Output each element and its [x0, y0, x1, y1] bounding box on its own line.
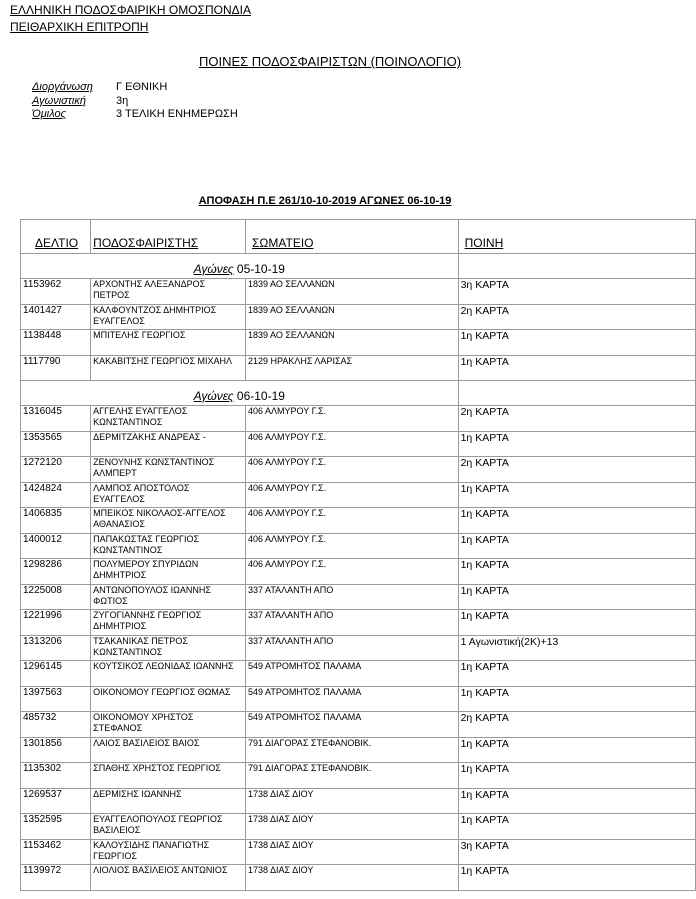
- card-number: 1135302: [21, 763, 91, 789]
- player-name: ΛΙΟΛΙΟΣ ΒΑΣΙΛΕΙΟΣ ΑΝΤΩΝΙΟΣ: [91, 865, 246, 891]
- player-name: ΚΑΛΦΟΥΝΤΖΟΣ ΔΗΜΗΤΡΙΟΣ ΕΥΑΓΓΕΛΟΣ: [91, 304, 246, 330]
- table-row: [21, 330, 696, 356]
- meta-label: Διοργάνωση: [32, 81, 93, 93]
- penalty: 1η ΚΑΡΤΑ: [458, 788, 695, 814]
- table-row: [21, 533, 696, 559]
- section-header: [21, 381, 696, 406]
- col-header-club: ΣΩΜΑΤΕΙΟ: [245, 220, 458, 254]
- card-number: 1352595: [21, 814, 91, 840]
- federation-name: ΕΛΛΗΝΙΚΗ ΠΟΔΟΣΦΑΙΡΙΚΗ ΟΜΟΣΠΟΝΔΙΑ: [10, 3, 251, 17]
- table-row: [21, 559, 696, 585]
- player-name: ΑΝΤΩΝΟΠΟΥΛΟΣ ΙΩΑΝΝΗΣ ΦΩΤΙΟΣ: [91, 584, 246, 610]
- player-name: ΑΓΓΕΛΗΣ ΕΥΑΓΓΕΛΟΣ ΚΩΝΣΤΑΝΤΙΝΟΣ: [91, 406, 246, 432]
- club-name: 791 ΔΙΑΓΟΡΑΣ ΣΤΕΦΑΝΟΒΙΚ.: [245, 763, 458, 789]
- player-name: ΜΠΙΤΕΛΗΣ ΓΕΩΡΓΙΟΣ: [91, 330, 246, 356]
- penalties-table: [20, 219, 696, 891]
- penalty: 1η ΚΑΡΤΑ: [458, 686, 695, 712]
- table-row: [21, 508, 696, 534]
- player-name: ΔΕΡΜΙΤΖΑΚΗΣ ΑΝΔΡΕΑΣ -: [91, 431, 246, 457]
- section-date-cell: [21, 381, 459, 406]
- penalty: 2η ΚΑΡΤΑ: [458, 304, 695, 330]
- penalty: 3η ΚΑΡΤΑ: [458, 839, 695, 865]
- card-number: 1424824: [21, 482, 91, 508]
- club-name: 406 ΑΛΜΥΡΟΥ Γ.Σ.: [245, 533, 458, 559]
- penalty: 1η ΚΑΡΤΑ: [458, 508, 695, 534]
- meta-label: Όμιλος: [32, 108, 66, 120]
- player-name: ΑΡΧΟΝΤΗΣ ΑΛΕΞΑΝΔΡΟΣ ΠΕΤΡΟΣ: [91, 279, 246, 305]
- table-row: [21, 865, 696, 891]
- card-number: 1269537: [21, 788, 91, 814]
- table-row: [21, 279, 696, 305]
- table-header: [21, 220, 696, 254]
- club-name: 406 ΑΛΜΥΡΟΥ Γ.Σ.: [245, 559, 458, 585]
- card-number: 1139972: [21, 865, 91, 891]
- penalty: 1η ΚΑΡΤΑ: [458, 431, 695, 457]
- card-number: 1353565: [21, 431, 91, 457]
- table-row: [21, 355, 696, 381]
- club-name: 337 ΑΤΑΛΑΝΤΗ ΑΠΟ: [245, 610, 458, 636]
- penalty: 1η ΚΑΡΤΑ: [458, 661, 695, 687]
- table-row: [21, 610, 696, 636]
- card-number: 1313206: [21, 635, 91, 661]
- player-name: ΛΑΙΟΣ ΒΑΣΙΛΕΙΟΣ ΒΑΙΟΣ: [91, 737, 246, 763]
- table-row: [21, 737, 696, 763]
- section-header: [21, 254, 696, 279]
- penalty: 1η ΚΑΡΤΑ: [458, 482, 695, 508]
- table-body: [21, 254, 696, 891]
- section-empty-cell: [458, 381, 695, 406]
- club-name: 1738 ΔΙΑΣ ΔΙΟΥ: [245, 788, 458, 814]
- table-row: [21, 482, 696, 508]
- penalty: 1η ΚΑΡΤΑ: [458, 559, 695, 585]
- player-name: ΤΣΑΚΑΝΙΚΑΣ ΠΕΤΡΟΣ ΚΩΝΣΤΑΝΤΙΝΟΣ: [91, 635, 246, 661]
- player-name: ΖΕΝΟΥΝΗΣ ΚΩΝΣΤΑΝΤΙΝΟΣ ΑΛΜΠΕΡΤ: [91, 457, 246, 483]
- section-date: 06-10-19: [236, 389, 285, 403]
- section-date-cell: [21, 254, 459, 279]
- club-name: 549 ΑΤΡΟΜΗΤΟΣ ΠΑΛΑΜΑ: [245, 712, 458, 738]
- card-number: 1153962: [21, 279, 91, 305]
- penalty: 1η ΚΑΡΤΑ: [458, 737, 695, 763]
- card-number: 1221996: [21, 610, 91, 636]
- table-row: [21, 457, 696, 483]
- club-name: 337 ΑΤΑΛΑΝΤΗ ΑΠΟ: [245, 635, 458, 661]
- table-row: [21, 431, 696, 457]
- card-number: 1296145: [21, 661, 91, 687]
- player-name: ΣΠΑΘΗΣ ΧΡΗΣΤΟΣ ΓΕΩΡΓΙΟΣ: [91, 763, 246, 789]
- card-number: 1298286: [21, 559, 91, 585]
- col-header-player: ΠΟΔΟΣΦΑΙΡΙΣΤΗΣ: [91, 220, 246, 254]
- penalty: 1η ΚΑΡΤΑ: [458, 610, 695, 636]
- player-name: ΠΟΛΥΜΕΡΟΥ ΣΠΥΡΙΔΩΝ ΔΗΜΗΤΡΙΟΣ: [91, 559, 246, 585]
- club-name: 1839 ΑΟ ΣΕΛΛΑΝΩΝ: [245, 279, 458, 305]
- card-number: 1225008: [21, 584, 91, 610]
- player-name: ΚΑΛΟΥΣΙΔΗΣ ΠΑΝΑΓΙΩΤΗΣ ΓΕΩΡΓΙΟΣ: [91, 839, 246, 865]
- table-row: [21, 788, 696, 814]
- page-title: ΠΟΙΝΕΣ ΠΟΔΟΣΦΑΙΡΙΣΤΩΝ (ΠΟΙΝΟΛΟΓΙΟ): [198, 54, 462, 69]
- club-name: 549 ΑΤΡΟΜΗΤΟΣ ΠΑΛΑΜΑ: [245, 686, 458, 712]
- penalty: 3η ΚΑΡΤΑ: [458, 279, 695, 305]
- club-name: 791 ΔΙΑΓΟΡΑΣ ΣΤΕΦΑΝΟΒΙΚ.: [245, 737, 458, 763]
- club-name: 406 ΑΛΜΥΡΟΥ Γ.Σ.: [245, 457, 458, 483]
- table-row: [21, 635, 696, 661]
- club-name: 549 ΑΤΡΟΜΗΤΟΣ ΠΑΛΑΜΑ: [245, 661, 458, 687]
- player-name: ΚΟΥΤΣΙΚΟΣ ΛΕΩΝΙΔΑΣ ΙΩΑΝΝΗΣ: [91, 661, 246, 687]
- club-name: 1839 ΑΟ ΣΕΛΛΑΝΩΝ: [245, 330, 458, 356]
- section-label: Αγώνες: [193, 262, 234, 276]
- card-number: 1153462: [21, 839, 91, 865]
- player-name: ΛΑΜΠΟΣ ΑΠΟΣΤΟΛΟΣ ΕΥΑΓΓΕΛΟΣ: [91, 482, 246, 508]
- penalty: 1η ΚΑΡΤΑ: [458, 763, 695, 789]
- card-number: 1272120: [21, 457, 91, 483]
- table-row: [21, 814, 696, 840]
- section-label: Αγώνες: [193, 389, 234, 403]
- card-number: 1138448: [21, 330, 91, 356]
- club-name: 406 ΑΛΜΥΡΟΥ Γ.Σ.: [245, 431, 458, 457]
- penalty: 1η ΚΑΡΤΑ: [458, 865, 695, 891]
- card-number: 1117790: [21, 355, 91, 381]
- penalty: 2η ΚΑΡΤΑ: [458, 712, 695, 738]
- card-number: 1301856: [21, 737, 91, 763]
- penalty: 1η ΚΑΡΤΑ: [458, 355, 695, 381]
- club-name: 1839 ΑΟ ΣΕΛΛΑΝΩΝ: [245, 304, 458, 330]
- penalty: 1η ΚΑΡΤΑ: [458, 330, 695, 356]
- committee-name: ΠΕΙΘΑΡΧΙΚΗ ΕΠΙΤΡΟΠΗ: [10, 20, 149, 34]
- penalty: 1 Αγωνιστική(2Κ)+13: [458, 635, 695, 661]
- player-name: ΔΕΡΜΙΣΗΣ ΙΩΑΝΝΗΣ: [91, 788, 246, 814]
- penalty: 2η ΚΑΡΤΑ: [458, 406, 695, 432]
- section-date: 05-10-19: [236, 262, 285, 276]
- table-row: [21, 763, 696, 789]
- player-name: ΜΠΕΙΚΟΣ ΝΙΚΟΛΑΟΣ-ΑΓΓΕΛΟΣ ΑΘΑΝΑΣΙΟΣ: [91, 508, 246, 534]
- meta-label: Αγωνιστική: [32, 95, 86, 107]
- card-number: 1316045: [21, 406, 91, 432]
- player-name: ΠΑΠΑΚΩΣΤΑΣ ΓΕΩΡΓΙΟΣ ΚΩΝΣΤΑΝΤΙΝΟΣ: [91, 533, 246, 559]
- card-number: 1401427: [21, 304, 91, 330]
- club-name: 406 ΑΛΜΥΡΟΥ Γ.Σ.: [245, 406, 458, 432]
- table-row: [21, 661, 696, 687]
- club-name: 406 ΑΛΜΥΡΟΥ Γ.Σ.: [245, 482, 458, 508]
- card-number: 1397563: [21, 686, 91, 712]
- meta-value: 3η: [116, 95, 129, 107]
- club-name: 337 ΑΤΑΛΑΝΤΗ ΑΠΟ: [245, 584, 458, 610]
- decision-title: ΑΠΟΦΑΣΗ Π.Ε 261/10-10-2019 ΑΓΩΝΕΣ 06-10-19: [198, 195, 452, 207]
- card-number: 1406835: [21, 508, 91, 534]
- player-name: ΖΥΓΟΓΙΑΝΝΗΣ ΓΕΩΡΓΙΟΣ ΔΗΜΗΤΡΙΟΣ: [91, 610, 246, 636]
- col-header-card: ΔΕΛΤΙΟ: [21, 220, 91, 254]
- club-name: 2129 ΗΡΑΚΛΗΣ ΛΑΡΙΣΑΣ: [245, 355, 458, 381]
- table-row: [21, 304, 696, 330]
- club-name: 1738 ΔΙΑΣ ΔΙΟΥ: [245, 865, 458, 891]
- penalty: 1η ΚΑΡΤΑ: [458, 584, 695, 610]
- table-row: [21, 584, 696, 610]
- meta-value: Γ ΕΘΝΙΚΗ: [116, 81, 168, 93]
- card-number: 485732: [21, 712, 91, 738]
- meta-value: 3 ΤΕΛΙΚΗ ΕΝΗΜΕΡΩΣΗ: [116, 108, 238, 120]
- section-empty-cell: [458, 254, 695, 279]
- table-row: [21, 686, 696, 712]
- club-name: 1738 ΔΙΑΣ ΔΙΟΥ: [245, 814, 458, 840]
- penalty: 1η ΚΑΡΤΑ: [458, 814, 695, 840]
- penalty: 1η ΚΑΡΤΑ: [458, 533, 695, 559]
- table-row: [21, 406, 696, 432]
- player-name: ΟΙΚΟΝΟΜΟΥ ΓΕΩΡΓΙΟΣ ΘΩΜΑΣ: [91, 686, 246, 712]
- player-name: ΕΥΑΓΓΕΛΟΠΟΥΛΟΣ ΓΕΩΡΓΙΟΣ ΒΑΣΙΛΕΙΟΣ: [91, 814, 246, 840]
- player-name: ΚΑΚΑΒΙΤΣΗΣ ΓΕΩΡΓΙΟΣ ΜΙΧΑΗΛ: [91, 355, 246, 381]
- club-name: 406 ΑΛΜΥΡΟΥ Γ.Σ.: [245, 508, 458, 534]
- col-header-penalty: ΠΟΙΝΗ: [458, 220, 695, 254]
- table-row: [21, 839, 696, 865]
- player-name: ΟΙΚΟΝΟΜΟΥ ΧΡΗΣΤΟΣ ΣΤΕΦΑΝΟΣ: [91, 712, 246, 738]
- table-row: [21, 712, 696, 738]
- club-name: 1738 ΔΙΑΣ ΔΙΟΥ: [245, 839, 458, 865]
- penalty: 2η ΚΑΡΤΑ: [458, 457, 695, 483]
- card-number: 1400012: [21, 533, 91, 559]
